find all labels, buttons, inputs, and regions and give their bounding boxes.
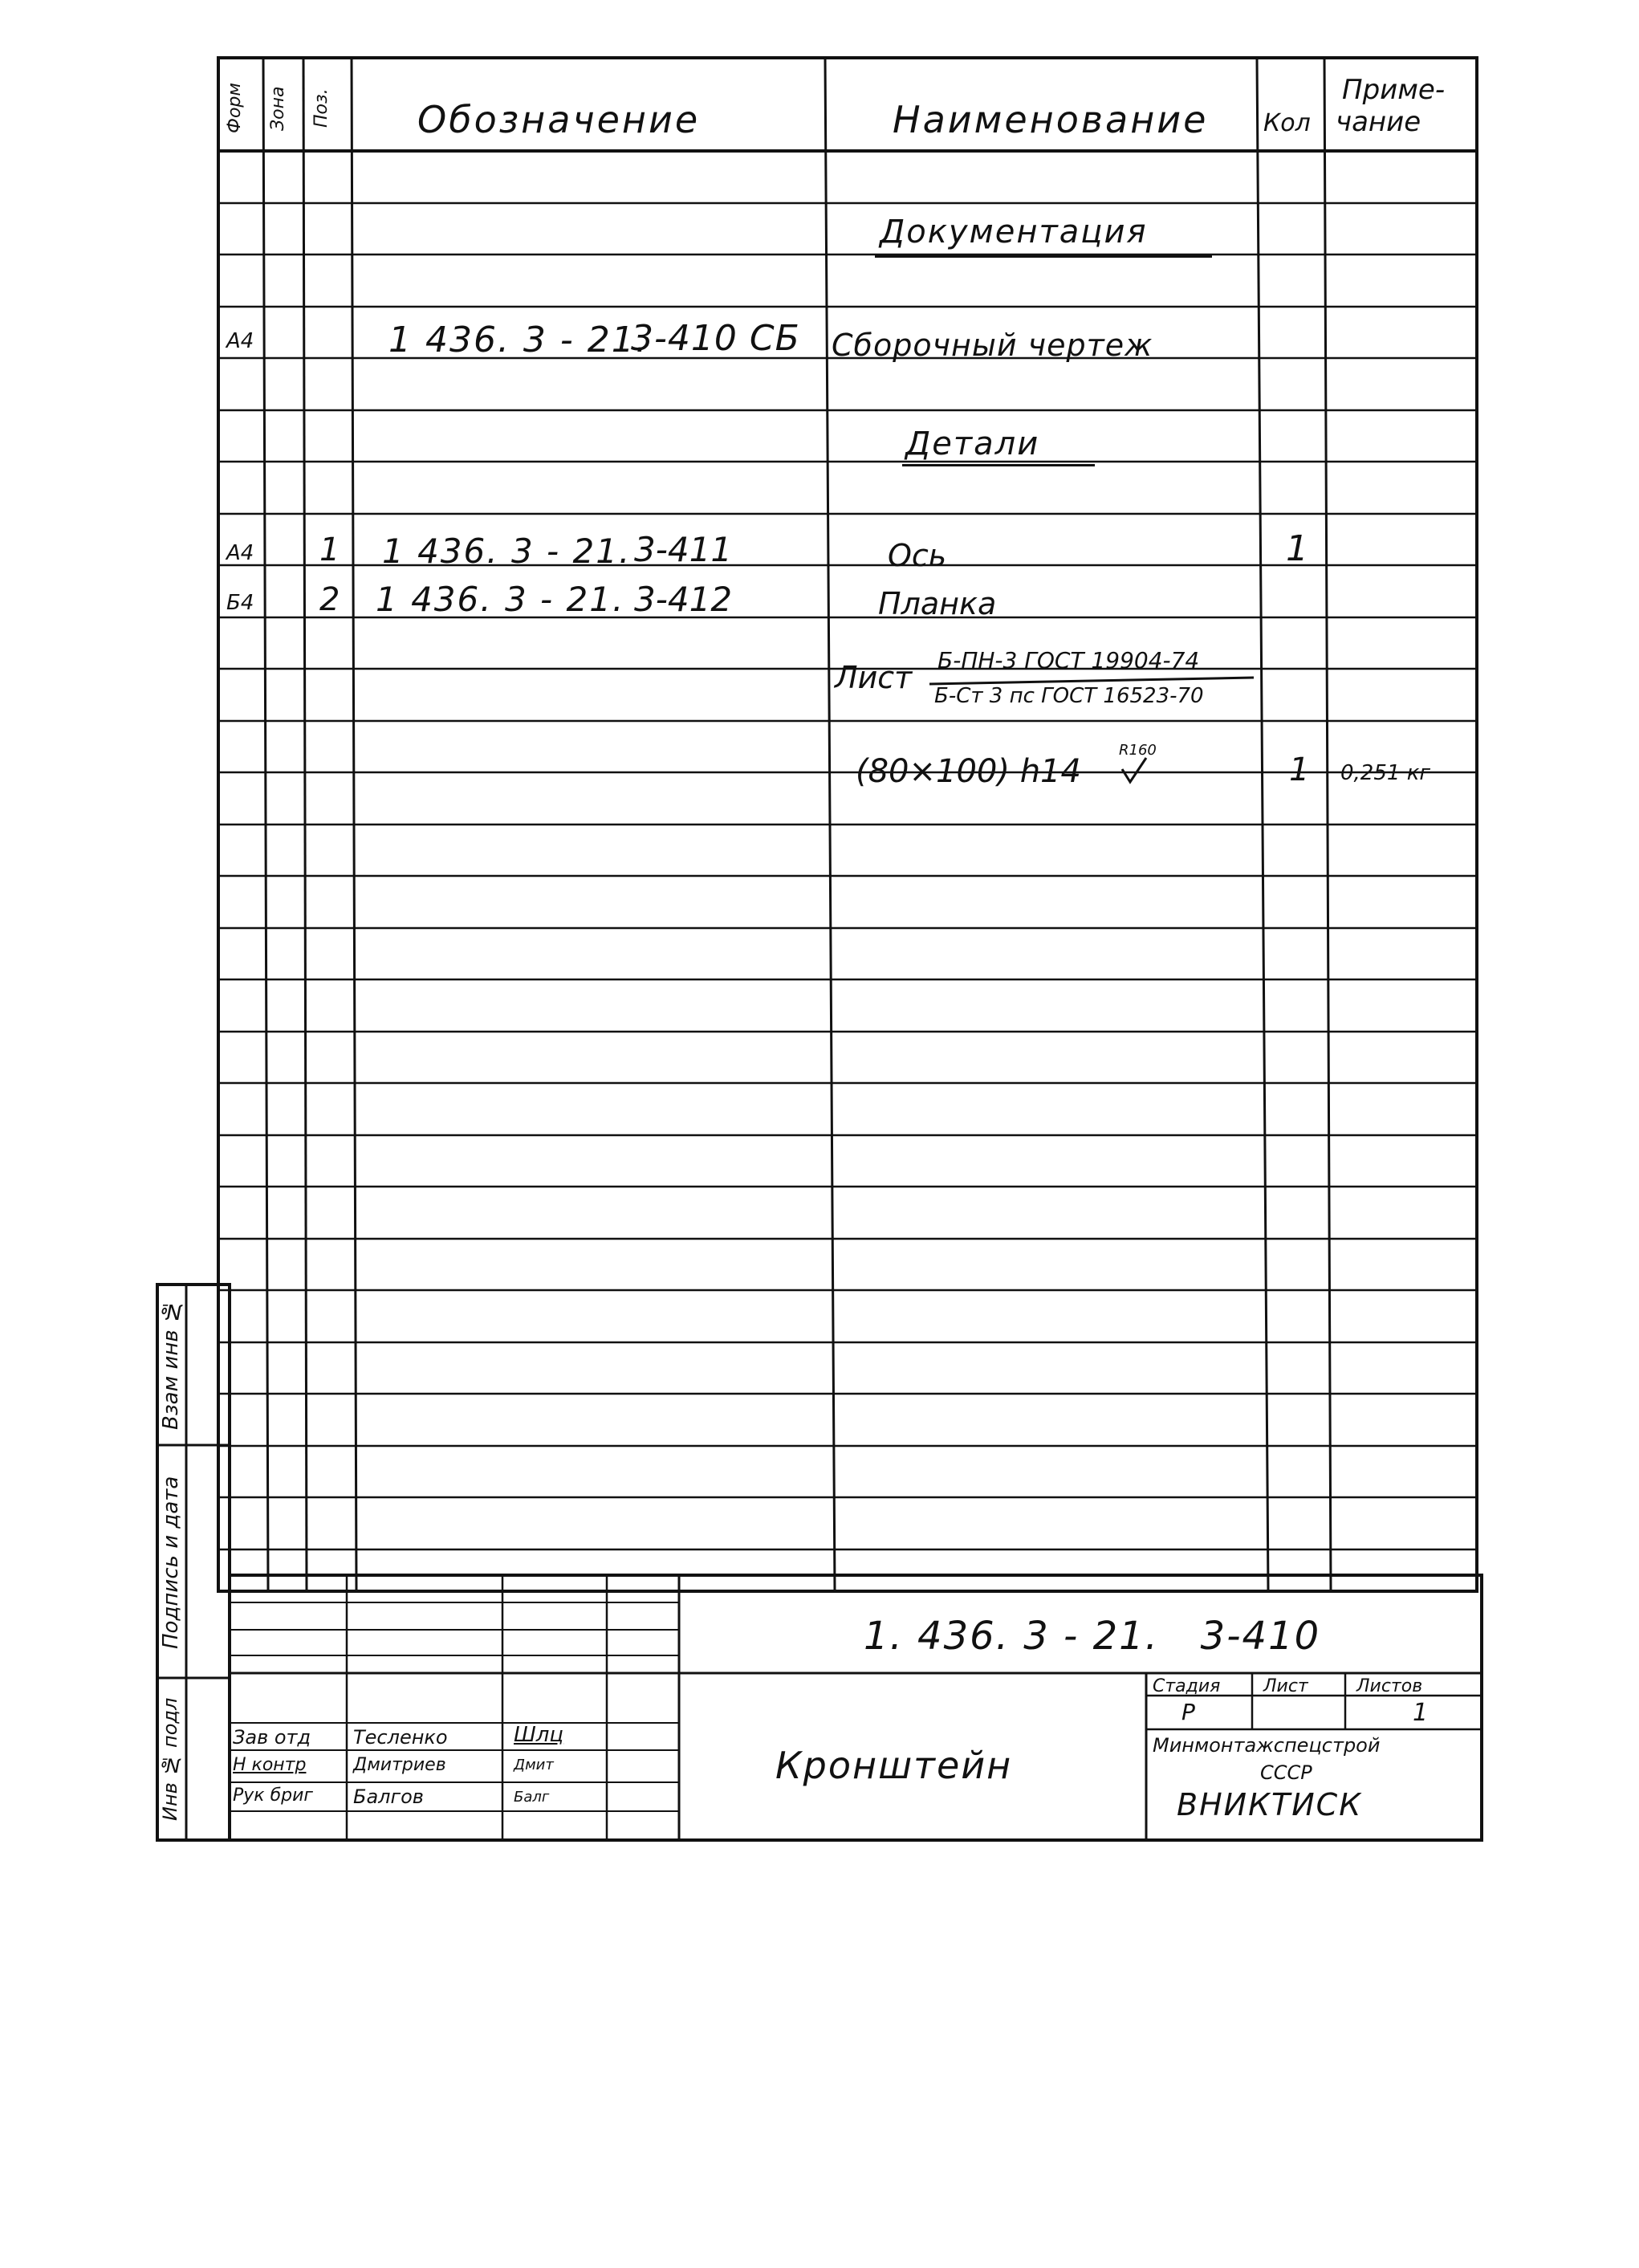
- roughness-symbol: [1122, 758, 1146, 782]
- role-label: Рук бриг: [233, 1785, 313, 1806]
- row-designation-b: 3-411: [634, 530, 733, 569]
- row-designation-a: 1 436. 3 - 21.: [382, 531, 632, 571]
- sheets-label: Листов: [1356, 1676, 1423, 1696]
- item-name: Кронштейн: [775, 1744, 1013, 1787]
- material-qty: 1: [1289, 751, 1310, 788]
- material-denominator: Б-Ст 3 пс ГОСТ 16523-70: [934, 684, 1204, 708]
- row-name: Сборочный чертеж: [832, 328, 1153, 363]
- row-format: А4: [226, 329, 254, 353]
- row-designation-a: 1 436. 3 - 21.: [388, 320, 649, 360]
- row-format: А4: [226, 541, 254, 565]
- row-name: Ось: [888, 538, 947, 573]
- side-stamp-sign-date: Подпись и дата: [159, 1476, 183, 1649]
- stage-value: Р: [1181, 1699, 1195, 1725]
- section-parts: Детали: [905, 426, 1040, 462]
- material-roughness: R160: [1119, 742, 1157, 759]
- side-stamp-inv-orig: Инв № подл: [159, 1697, 181, 1821]
- header-pos: Поз.: [311, 88, 331, 128]
- role-signature: Балг: [514, 1789, 550, 1806]
- doc-number: 1. 436. 3 - 21. 3-410: [864, 1614, 1321, 1659]
- role-signature: Шлц: [514, 1723, 564, 1747]
- row-pos: 2: [319, 581, 340, 618]
- row-qty: 1: [1286, 528, 1308, 569]
- org-line3: ВНИКТИСК: [1177, 1787, 1363, 1822]
- header-qty: Кол: [1263, 109, 1311, 137]
- role-surname: Тесленко: [353, 1726, 448, 1749]
- material-numerator: Б-ПН-3 ГОСТ 19904-74: [937, 647, 1200, 674]
- header-note-line2: чание: [1336, 106, 1421, 138]
- material-fraction-line: [929, 678, 1254, 684]
- row-designation-b: 3-412: [634, 580, 733, 619]
- role-surname: Балгов: [353, 1785, 424, 1808]
- material-mass: 0,251 кг: [1340, 761, 1431, 785]
- header-zone: Зона: [268, 86, 288, 131]
- role-surname: Дмитриев: [353, 1755, 446, 1775]
- side-stamp-vzam-inv: Взам инв №: [159, 1299, 183, 1431]
- header-note-line1: Приме-: [1342, 74, 1446, 106]
- sheets-value: 1: [1413, 1699, 1429, 1727]
- stage-label: Стадия: [1153, 1676, 1221, 1696]
- row-name: Планка: [878, 586, 997, 621]
- material-size: (80×100) h14: [856, 753, 1081, 790]
- row-pos: 1: [319, 531, 340, 568]
- org-line2: СССР: [1260, 1761, 1312, 1784]
- material-prefix: Лист: [835, 660, 913, 695]
- org-line1: Минмонтажспецстрой: [1153, 1734, 1381, 1757]
- header-designation: Обозначение: [417, 98, 701, 141]
- role-label: Зав отд: [233, 1726, 311, 1749]
- row-designation-b: 3-410 СБ: [631, 318, 800, 359]
- row-designation-a: 1 436. 3 - 21.: [376, 580, 625, 619]
- row-format: Б4: [226, 591, 254, 615]
- header-name: Наименование: [893, 98, 1209, 141]
- header-format: Форм: [225, 83, 245, 134]
- section-documentation: Документация: [880, 214, 1148, 250]
- sheet-label: Лист: [1263, 1676, 1308, 1696]
- role-signature: Дмит: [514, 1757, 554, 1773]
- role-label: Н контр: [233, 1755, 307, 1775]
